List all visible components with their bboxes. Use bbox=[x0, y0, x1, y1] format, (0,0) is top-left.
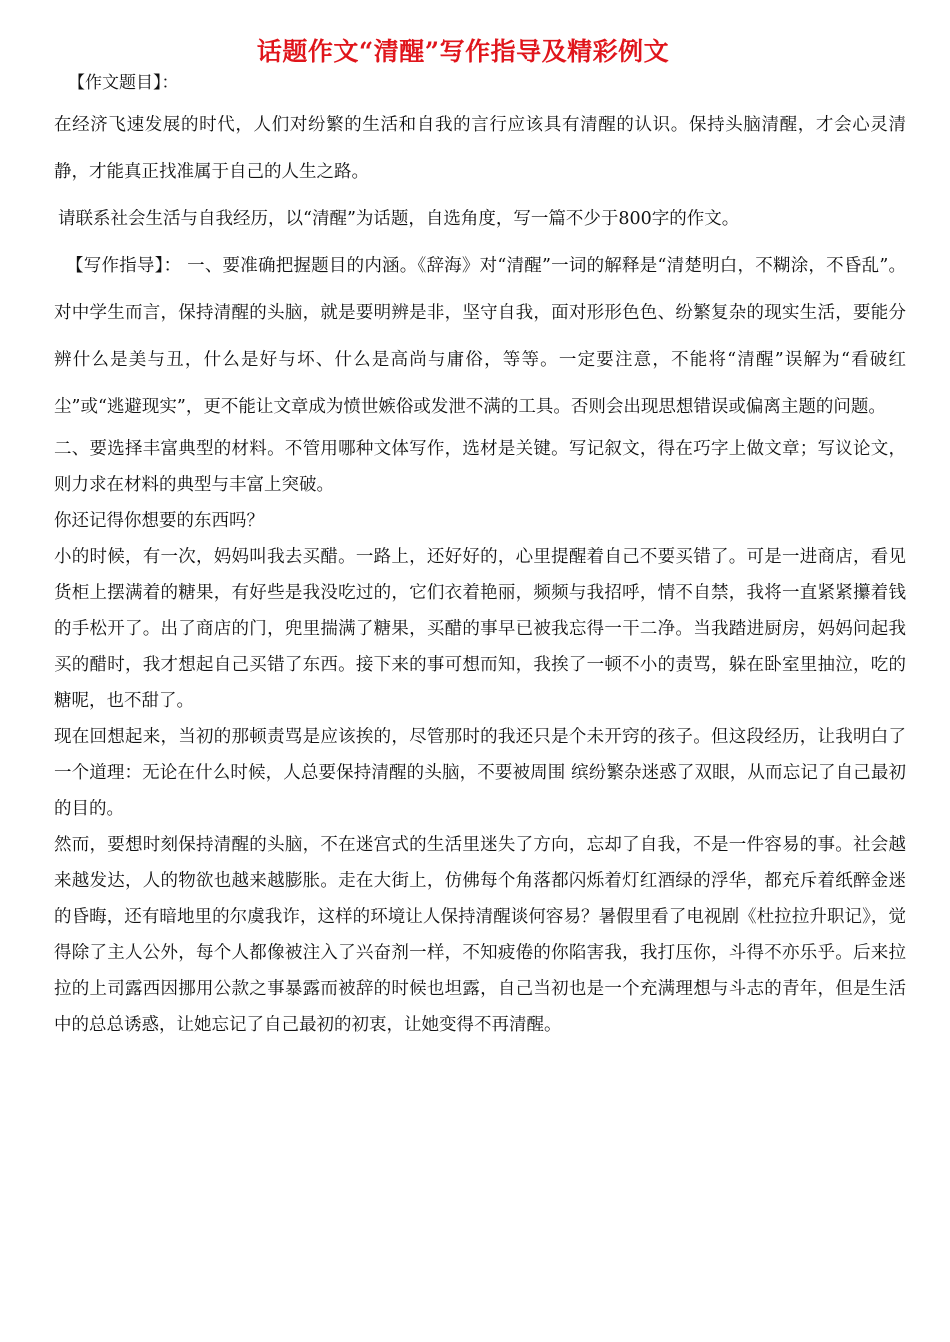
document-body bbox=[54, 102, 906, 1043]
paragraph-topic-requirement: 请联系社会生活与自我经历，以“清醒”为话题，自选角度，写一篇不少于800字的作文。 bbox=[58, 209, 740, 229]
paragraph-topic-description: 在经济飞速发展的时代，人们对纷繁的生活和自我的言行应该具有清醒的认识。保持头脑清醒，才会心灵清静，才能真正找准属于自己的人生之路。 bbox=[54, 115, 906, 182]
paragraph-essay-heading: 你还记得你想要的东西吗？ bbox=[54, 511, 264, 531]
paragraph-essay-3: 然而，要想时刻保持清醒的头脑，不在迷宫式的生活里迷失了方向，忘却了自我，不是一件容易的事。社会越来越发达，人的物欲也越来越膨胀。走在大街上，仿佛每个角落都闪烁着灯红酒绿的浮华，都充斥着纸醉金迷的昏晦，还有暗地里的尔虞我诈，这样的环境让人保持清醒谈何容易？暑假里看了电视剧《杜拉拉升职记》，觉得除了主人公外，每个人都像被注入了兴奋剂一样，不知疲倦的你陷害我，我打压你，斗得不亦乐乎。后来拉拉的上司露西因挪用公款之事暴露而被辞的时候也坦露，自己当初也是一个充满理想与斗志的青年，但是生活中的总总诱惑，让她忘记了自己最初的初衷，让她变得不再清醒。 bbox=[54, 835, 906, 1035]
paragraph-writing-guide-2: 二、要选择丰富典型的材料。不管用哪种文体写作，选材是关键。写记叙文，得在巧字上做文章；写议论文，则力求在材料的典型与丰富上突破。 bbox=[54, 439, 906, 495]
topic-label: 【作文题目】： bbox=[68, 73, 179, 93]
document-title: 话题作文“清醒”写作指导及精彩例文 bbox=[256, 37, 670, 66]
paragraph-essay-2: 现在回想起来，当初的那顿责骂是应该挨的，尽管那时的我还只是个未开窍的孩子。但这段经历，让我明白了一个道理：无论在什么时候，人总要保持清醒的头脑，不要被周围 缤纷繁杂迷惑了双眼，从而忘记了自己最初的目的。 bbox=[54, 727, 906, 819]
paragraph-essay-1: 小的时候，有一次，妈妈叫我去买醋。一路上，还好好的，心里提醒着自己不要买错了。可是一进商店，看见货柜上摆满着的糖果，有好些是我没吃过的，它们衣着艳丽，频频与我招呼，情不自禁，我将一直紧紧攥着钱的手松开了。出了商店的门，兜里揣满了糖果，买醋的事早已被我忘得一干二净。当我踏进厨房，妈妈问起我买的醋时，我才想起自己买错了东西。接下来的事可想而知，我挨了一顿不小的责骂，躲在卧室里抽泣，吃的糖呢，也不甜了。 bbox=[54, 547, 906, 711]
paragraph-writing-guide-1: 【写作指导】： 一、要准确把握题目的内涵。《辞海》对“清醒”一词的解释是“清楚明白，不糊涂，不昏乱”。对中学生而言，保持清醒的头脑，就是要明辨是非，坚守自我，面对形形色色、纷繁复杂的现实生活，要能分辨什么是美与丑，什么是好与坏、什么是高尚与庸俗，等等。一定要注意，不能将“清醒”误解为“看破红尘”或“逃避现实”，更不能让文章成为愤世嫉俗或发泄不满的工具。否则会出现思想错误或偏离主题的问题。 bbox=[54, 256, 906, 417]
